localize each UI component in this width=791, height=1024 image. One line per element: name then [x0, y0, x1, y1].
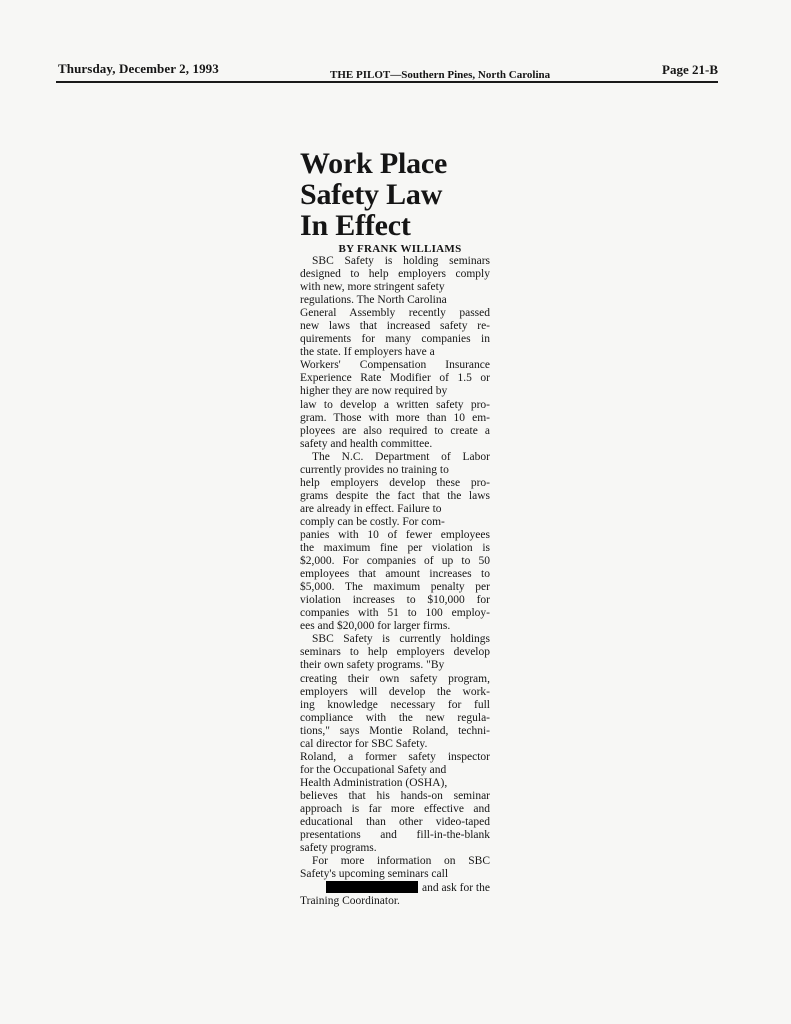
paragraph-3: [300, 633, 490, 855]
text-line: regulations. The North Carolina: [300, 294, 447, 307]
text-line: SBC Safety is holding seminars: [312, 255, 490, 267]
text-line: their own safety programs. "By: [300, 659, 445, 672]
text-line: cal director for SBC Safety.: [300, 737, 428, 750]
text-line: ing knowledge necessary for full: [300, 698, 490, 711]
headline-line: In Effect: [300, 209, 411, 242]
paragraph-4: [300, 855, 490, 908]
text-line: comply can be costly. For com-: [300, 515, 445, 528]
text-line: Training Coordinator.: [300, 895, 400, 908]
text-line: quirements for many companies in: [300, 333, 490, 346]
text-line: ees and $20,000 for larger firms.: [300, 620, 451, 633]
text-line: compliance with the new regula-: [300, 711, 490, 724]
article: [300, 148, 490, 908]
headline-line: Work Place: [300, 147, 448, 180]
text-line-tail: and ask for the: [421, 882, 490, 895]
text-line: grams despite the fact that the laws: [300, 489, 490, 502]
issue-date: Thursday, December 2, 1993: [58, 61, 219, 76]
text-line: the maximum fine per violation is: [300, 542, 490, 555]
text-line: tions," says Montie Roland, techni-: [300, 724, 490, 737]
text-line: believes that his hands-on seminar: [300, 789, 490, 802]
text-line: higher they are now required by: [300, 385, 448, 398]
text-line: employers will develop the work-: [300, 685, 490, 698]
text-line: seminars to help employers develop: [300, 646, 490, 659]
text-line: ployees are also required to create a: [300, 424, 490, 437]
text-line: Workers' Compensation Insurance: [300, 359, 490, 372]
text-line: Experience Rate Modifier of 1.5 or: [300, 372, 490, 385]
text-line: designed to help employers comply: [300, 268, 490, 281]
text-line: gram. Those with more than 10 em-: [300, 411, 490, 424]
headline-line: Safety Law: [300, 178, 443, 211]
header-rule: [56, 81, 718, 83]
text-line: violation increases to $10,000 for: [300, 594, 490, 607]
text-line: $5,000. The maximum penalty per: [300, 581, 490, 594]
text-line: currently provides no training to: [300, 463, 449, 476]
paragraph-2: [300, 451, 490, 634]
text-line: General Assembly recently passed: [300, 307, 490, 320]
publication-name: THE PILOT—Southern Pines, North Carolina: [330, 69, 551, 81]
text-line: SBC Safety is currently holdings: [312, 633, 490, 646]
text-line: The N.C. Department of Labor: [312, 450, 490, 463]
text-line: safety and health committee.: [300, 437, 433, 450]
text-line: Safety's upcoming seminars call: [300, 868, 449, 881]
text-line: with new, more stringent safety: [300, 281, 445, 294]
text-line: Health Administration (OSHA),: [300, 776, 448, 789]
text-line: new laws that increased safety re-: [300, 320, 490, 333]
text-line: companies with 51 to 100 employ-: [300, 607, 490, 620]
text-line: For more information on SBC: [312, 855, 490, 868]
page-number: Page 21-B: [662, 62, 718, 77]
text-line: safety programs.: [300, 842, 377, 855]
text-line: approach is far more effective and: [300, 802, 490, 815]
redacted-phone-number: [326, 881, 418, 893]
text-line: Roland, a former safety inspector: [300, 750, 490, 763]
text-line: presentations and fill-in-the-blank: [300, 829, 490, 842]
byline: BY FRANK WILLIAMS: [338, 243, 462, 255]
text-line: panies with 10 of fewer employees: [300, 528, 490, 541]
text-line: creating their own safety program,: [300, 672, 490, 685]
text-line: help employers develop these pro-: [300, 476, 490, 489]
headline: [300, 148, 490, 241]
text-line: are already in effect. Failure to: [300, 502, 442, 515]
paragraph-1: [300, 255, 490, 451]
text-line: law to develop a written safety pro-: [300, 398, 490, 411]
text-line: educational than other video-taped: [300, 816, 490, 829]
text-line: $2,000. For companies of up to 50: [300, 555, 490, 568]
text-line: employees that amount increases to: [300, 568, 490, 581]
text-line: the state. If employers have a: [300, 346, 435, 359]
text-line: for the Occupational Safety and: [300, 763, 447, 776]
text-line: [300, 881, 490, 895]
